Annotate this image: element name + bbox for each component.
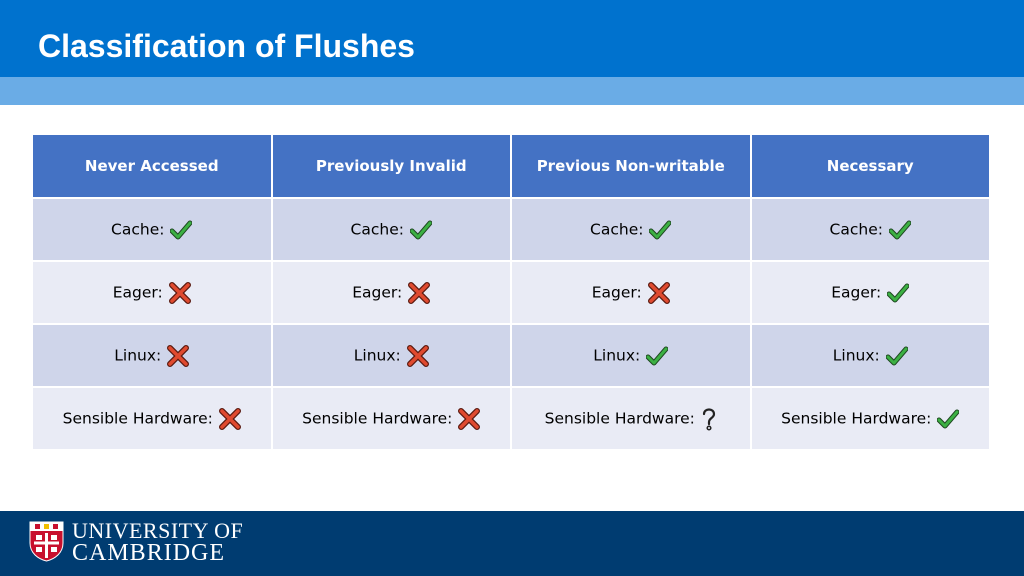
- table-cell: [272, 198, 512, 261]
- table-cell: [511, 198, 751, 261]
- table-cell: [32, 261, 272, 324]
- check-mark-icon: [886, 346, 908, 366]
- check-mark-icon: [889, 220, 911, 240]
- check-mark-icon: [170, 220, 192, 240]
- logo-text-cambridge: CAMBRIDGE: [72, 540, 226, 566]
- flush-classification-table: [31, 133, 991, 451]
- table-cell: [32, 387, 272, 450]
- cell-label: Sensible Hardware:: [544, 409, 695, 427]
- table-cell: [32, 324, 272, 387]
- slide-title: Classification of Flushes: [38, 28, 415, 64]
- header-never-accessed: Never Accessed: [32, 134, 272, 198]
- table-row-eager: [32, 261, 990, 324]
- cell-label: Cache:: [590, 220, 644, 238]
- cell-label: Linux:: [593, 346, 641, 364]
- header-previously-invalid: Previously Invalid: [272, 134, 512, 198]
- cell-label: Sensible Hardware:: [302, 409, 453, 427]
- cross-mark-icon: [408, 282, 430, 304]
- header-previous-non-writable: Previous Non-writable: [511, 134, 751, 198]
- cell-label: Linux:: [832, 346, 880, 364]
- cell-label: Eager:: [591, 283, 642, 301]
- check-mark-icon: [410, 220, 432, 240]
- table-cell: [511, 387, 751, 450]
- table-cell: [751, 387, 991, 450]
- cell-label: Eager:: [831, 283, 882, 301]
- cell-label: Cache:: [829, 220, 883, 238]
- cross-mark-icon: [407, 345, 429, 367]
- cell-label: Linux:: [353, 346, 401, 364]
- university-crest-icon: [29, 521, 64, 562]
- cross-mark-icon: [648, 282, 670, 304]
- cell-label: Sensible Hardware:: [781, 409, 932, 427]
- cross-mark-icon: [167, 345, 189, 367]
- cell-label: Sensible Hardware:: [62, 409, 213, 427]
- cell-label: Cache:: [111, 220, 165, 238]
- table-cell: [751, 198, 991, 261]
- table-cell: [272, 324, 512, 387]
- table-cell: [272, 261, 512, 324]
- cell-label: Linux:: [114, 346, 162, 364]
- table-cell: [511, 261, 751, 324]
- question-mark-icon: [701, 407, 717, 431]
- table-row-cache: [32, 198, 990, 261]
- title-sub-bar: [0, 77, 1024, 105]
- table-header-row: [32, 134, 990, 198]
- table-cell: [751, 324, 991, 387]
- check-mark-icon: [887, 283, 909, 303]
- check-mark-icon: [649, 220, 671, 240]
- table-cell: [272, 387, 512, 450]
- check-mark-icon: [937, 409, 959, 429]
- cross-mark-icon: [219, 408, 241, 430]
- logo-text-university-of: UNIVERSITY OF: [72, 518, 244, 543]
- cell-label: Eager:: [352, 283, 403, 301]
- cell-label: Cache:: [350, 220, 404, 238]
- table-cell: [511, 324, 751, 387]
- table-row-linux: [32, 324, 990, 387]
- header-necessary: Necessary: [751, 134, 991, 198]
- cell-label: Eager:: [112, 283, 163, 301]
- table-cell: [751, 261, 991, 324]
- cross-mark-icon: [458, 408, 480, 430]
- table-row-sensible-hardware: [32, 387, 990, 450]
- table-cell: [32, 198, 272, 261]
- check-mark-icon: [646, 346, 668, 366]
- cross-mark-icon: [169, 282, 191, 304]
